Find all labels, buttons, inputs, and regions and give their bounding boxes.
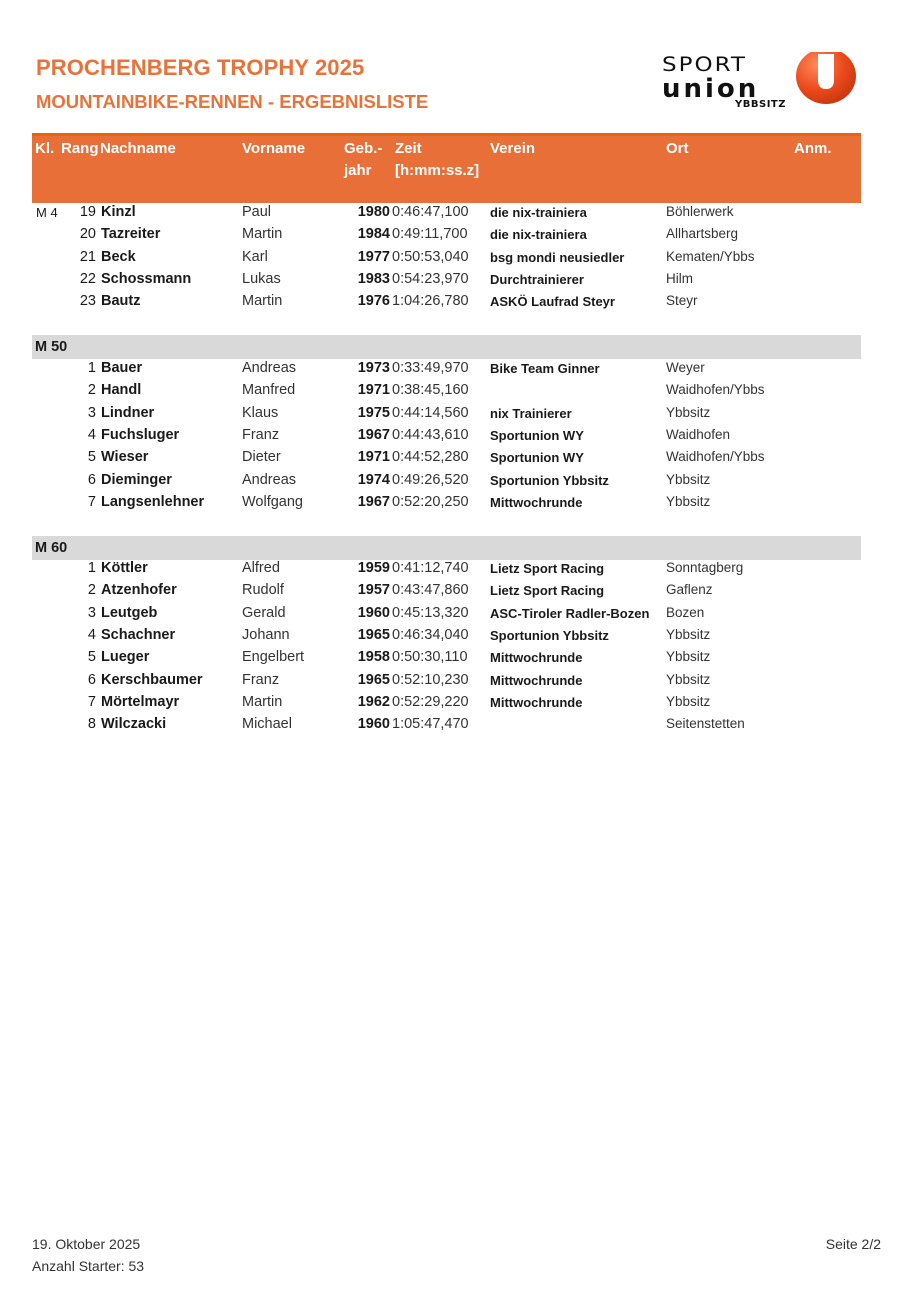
header-kl: Kl. (35, 140, 55, 157)
last-name: Mörtelmayr (101, 693, 180, 710)
first-name: Wolfgang (242, 493, 303, 510)
club: nix Trainierer (490, 405, 572, 421)
rank: 1 (87, 360, 96, 376)
race-time: 0:46:47,100 (392, 204, 469, 220)
header-zeit: Zeit (395, 140, 422, 157)
first-name: Martin (242, 693, 283, 710)
location: Steyr (666, 293, 698, 309)
birth-year: 1975 (357, 404, 390, 421)
result-row (32, 224, 861, 246)
first-name: Dieter (242, 449, 281, 466)
header-geb-jahr: jahr (344, 162, 372, 179)
rank: 3 (87, 604, 96, 621)
location: Ybbsitz (666, 493, 711, 509)
last-name: Atzenhofer (101, 582, 177, 599)
result-row (32, 202, 861, 224)
location: Seitenstetten (666, 716, 745, 732)
rank: 6 (87, 471, 96, 488)
rank: 8 (87, 716, 96, 733)
result-row (32, 425, 861, 447)
rank: 2 (87, 382, 96, 399)
logo-text-ybbsitz: YBBSITZ (735, 99, 786, 110)
footer-date: 19. Oktober 2025 (32, 1236, 141, 1252)
first-name: Franz (242, 671, 280, 688)
last-name: Dieminger (101, 471, 172, 488)
rank: 20 (79, 226, 96, 243)
race-time: 0:43:47,860 (392, 582, 469, 599)
location: Böhlerwerk (666, 204, 734, 219)
first-name: Gerald (242, 604, 286, 621)
race-time: 0:52:20,250 (392, 493, 469, 510)
rank: 2 (87, 582, 96, 599)
result-row (32, 492, 861, 514)
first-name: Lukas (242, 270, 281, 287)
result-row (32, 380, 861, 402)
club: Mittwochrunde (490, 650, 583, 666)
location: Ybbsitz (666, 671, 711, 687)
club: ASKÖ Laufrad Steyr (490, 294, 615, 310)
race-time: 0:49:26,520 (392, 471, 469, 488)
birth-year: 1962 (357, 693, 390, 710)
last-name: Kerschbaumer (101, 671, 203, 688)
race-time: 0:45:13,320 (392, 604, 469, 621)
last-name: Wieser (101, 449, 149, 466)
last-name: Kinzl (101, 204, 136, 220)
page-title: PROCHENBERG TROPHY 2025 (36, 55, 365, 80)
rank: 6 (87, 671, 96, 688)
race-time: 0:52:10,230 (392, 671, 469, 688)
first-name: Rudolf (242, 582, 284, 599)
class-label: M 60 (35, 540, 68, 556)
race-time: 0:52:29,220 (392, 693, 469, 710)
birth-year: 1965 (357, 626, 390, 643)
last-name: Lueger (101, 649, 150, 666)
result-row (32, 291, 861, 313)
birth-year: 1974 (357, 471, 390, 488)
last-name: Wilczacki (101, 716, 167, 733)
race-time: 0:54:23,970 (392, 270, 469, 287)
birth-year: 1984 (357, 226, 390, 243)
class-label: M 4 (36, 205, 58, 220)
race-time: 0:46:34,040 (392, 626, 469, 643)
result-row (32, 692, 861, 714)
first-name: Andreas (242, 360, 297, 376)
rank: 7 (87, 493, 96, 510)
location: Waidhofen/Ybbs (666, 382, 765, 398)
rank: 3 (87, 404, 96, 421)
last-name: Leutgeb (101, 604, 158, 621)
footer-starters: Anzahl Starter: 53 (32, 1258, 145, 1274)
result-row (32, 247, 861, 269)
result-row (32, 358, 861, 380)
first-name: Alfred (242, 560, 280, 576)
rank: 7 (87, 693, 96, 710)
header-nachname: Nachname (100, 140, 176, 157)
logo-text-sport: SPORT (662, 54, 747, 77)
birth-year: 1973 (357, 360, 390, 376)
rank: 22 (79, 270, 96, 287)
location: Ybbsitz (666, 471, 711, 487)
club: Mittwochrunde (490, 694, 583, 710)
first-name: Andreas (242, 471, 297, 488)
class-header-band (32, 335, 861, 359)
first-name: Karl (242, 248, 268, 265)
rank: 4 (87, 626, 96, 643)
table-header (32, 133, 861, 203)
race-time: 0:44:14,560 (392, 404, 469, 421)
location: Sonntagberg (666, 560, 744, 575)
race-time: 0:44:52,280 (392, 449, 469, 466)
logo-text-union: union (662, 74, 760, 104)
location: Ybbsitz (666, 404, 711, 420)
rank: 4 (87, 426, 96, 443)
result-row (32, 269, 861, 291)
result-row (32, 580, 861, 602)
class-label: M 50 (35, 339, 68, 355)
club: Sportunion Ybbsitz (490, 627, 609, 643)
last-name: Lindner (101, 404, 155, 421)
header-vorname: Vorname (242, 140, 306, 157)
club: Mittwochrunde (490, 672, 583, 688)
birth-year: 1983 (357, 270, 390, 287)
club: Mittwochrunde (490, 494, 583, 510)
race-time: 1:04:26,780 (392, 293, 469, 310)
race-time: 1:05:47,470 (392, 716, 469, 733)
race-time: 0:33:49,970 (392, 360, 469, 376)
club: die nix-trainiera (490, 205, 587, 220)
birth-year: 1967 (357, 493, 390, 510)
birth-year: 1971 (357, 382, 390, 399)
page-subtitle: MOUNTAINBIKE-RENNEN - ERGEBNISLISTE (36, 91, 429, 112)
rank: 1 (87, 560, 96, 576)
location: Bozen (666, 604, 705, 620)
race-time: 0:50:53,040 (392, 248, 469, 265)
club: ASC-Tiroler Radler-Bozen (490, 605, 650, 621)
birth-year: 1967 (357, 426, 390, 443)
rank: 21 (79, 248, 96, 265)
location: Waidhofen (666, 426, 731, 442)
rank: 5 (87, 449, 96, 466)
race-time: 0:38:45,160 (392, 382, 469, 399)
birth-year: 1957 (357, 582, 390, 599)
club: Lietz Sport Racing (490, 561, 605, 576)
rank: 23 (79, 293, 96, 310)
club: Sportunion WY (490, 427, 584, 443)
first-name: Michael (242, 716, 292, 733)
first-name: Paul (242, 204, 272, 220)
result-row (32, 625, 861, 647)
birth-year: 1959 (357, 560, 390, 576)
last-name: Schachner (101, 626, 176, 643)
last-name: Beck (101, 248, 136, 265)
club: bsg mondi neusiedler (490, 249, 625, 265)
race-time: 0:50:30,110 (392, 649, 468, 666)
location: Hilm (666, 270, 693, 286)
rank: 5 (87, 649, 96, 666)
result-row (32, 403, 861, 425)
race-time: 0:41:12,740 (392, 560, 469, 576)
header-zeit-format: [h:mm:ss.z] (395, 162, 480, 179)
first-name: Martin (242, 226, 283, 243)
location: Gaflenz (666, 582, 713, 598)
location: Waidhofen/Ybbs (666, 449, 765, 465)
last-name: Köttler (101, 560, 148, 576)
location: Ybbsitz (666, 649, 711, 665)
sportunion-logo (662, 52, 858, 114)
first-name: Engelbert (242, 649, 305, 666)
location: Allhartsberg (666, 226, 739, 242)
location: Ybbsitz (666, 693, 711, 709)
first-name: Franz (242, 426, 280, 443)
header-anm: Anm. (794, 140, 832, 157)
last-name: Langsenlehner (101, 493, 205, 510)
last-name: Tazreiter (101, 226, 161, 243)
header-geb: Geb.- (344, 140, 383, 157)
first-name: Manfred (242, 382, 296, 399)
result-row (32, 714, 861, 736)
result-row (32, 470, 861, 492)
union-u-logo-icon (794, 52, 858, 106)
club: die nix-trainiera (490, 227, 587, 243)
last-name: Fuchsluger (101, 426, 180, 443)
birth-year: 1976 (357, 293, 390, 310)
location: Kematen/Ybbs (666, 248, 755, 264)
birth-year: 1977 (357, 248, 390, 265)
club: Sportunion WY (490, 450, 584, 466)
birth-year: 1958 (357, 649, 390, 666)
location: Ybbsitz (666, 626, 711, 642)
rank: 19 (79, 204, 96, 220)
last-name: Bauer (101, 360, 143, 376)
footer-page: Seite 2/2 (825, 1236, 881, 1252)
last-name: Handl (101, 382, 142, 399)
club: Sportunion Ybbsitz (490, 472, 609, 488)
race-time: 0:44:43,610 (392, 426, 469, 443)
race-time: 0:49:11,700 (392, 226, 468, 243)
first-name: Martin (242, 293, 283, 310)
birth-year: 1960 (357, 716, 390, 733)
result-row (32, 447, 861, 469)
birth-year: 1971 (357, 449, 390, 466)
club: Lietz Sport Racing (490, 583, 605, 599)
first-name: Klaus (242, 404, 279, 421)
birth-year: 1960 (357, 604, 390, 621)
result-row (32, 647, 861, 669)
header-verein: Verein (490, 140, 536, 157)
first-name: Johann (242, 626, 290, 643)
class-header-band (32, 536, 861, 560)
club: Durchtrainierer (490, 271, 584, 287)
birth-year: 1965 (357, 671, 390, 688)
birth-year: 1980 (357, 204, 390, 220)
result-row (32, 670, 861, 692)
result-row (32, 558, 861, 580)
header-rang: Rang (61, 140, 99, 157)
last-name: Schossmann (101, 270, 192, 287)
club: Bike Team Ginner (490, 361, 600, 376)
last-name: Bautz (101, 293, 141, 310)
location: Weyer (666, 360, 705, 375)
result-row (32, 603, 861, 625)
header-ort: Ort (666, 140, 689, 157)
